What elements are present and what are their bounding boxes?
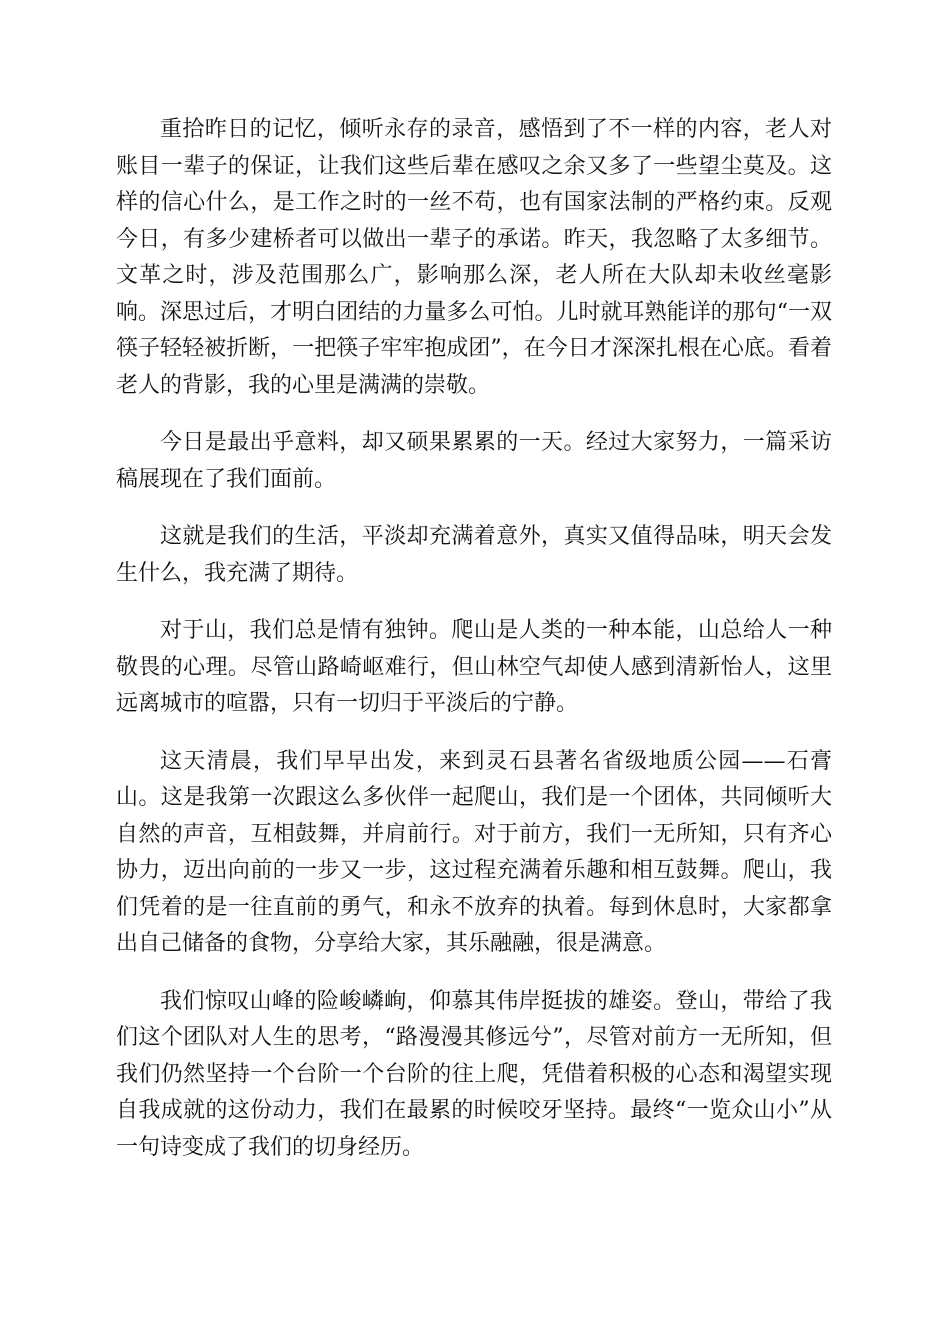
paragraph-1: 重拾昨日的记忆，倾听永存的录音，感悟到了不一样的内容，老人对账目一辈子的保证，让我们这些后辈在感叹之余又多了一些望尘莫及。这样的信心什么，是工作之时的一丝不苟，也有国家法制的严格约束。反观今日，有多少建桥者可以做出一辈子的承诺。昨天，我忽略了太多细节。文革之时，涉及范围那么广，影响那么深，老人所在大队却未收丝毫影响。深思过后，才明白团结的力量多么可怕。儿时就耳熟能详的那句“一双筷子轻轻被折断，一把筷子牢牢抱成团”，在今日才深深扎根在心底。看着老人的背影，我的心里是满满的崇敬。: [116, 117, 832, 398]
paragraph-6: 我们惊叹山峰的险峻嶙峋，仰慕其伟岸挺拔的雄姿。登山，带给了我们这个团队对人生的思考，“路漫漫其修远兮”，尽管对前方一无所知，但我们仍然坚持一个台阶一个台阶的往上爬，凭借着积极的心态和渴望实现自我成就的这份动力，我们在最累的时候咬牙坚持。最终“一览众山小”从一句诗变成了我们的切身经历。: [116, 988, 832, 1160]
paragraph-4: 对于山，我们总是情有独钟。爬山是人类的一种本能，山总给人一种敬畏的心理。尽管山路崎岖难行，但山林空气却使人感到清新怡人，这里远离城市的喧嚣，只有一切归于平淡后的宁静。: [116, 618, 832, 716]
paragraph-5: 这天清晨，我们早早出发，来到灵石县著名省级地质公园——石膏山。这是我第一次跟这么多伙伴一起爬山，我们是一个团体，共同倾听大自然的声音，互相鼓舞，并肩前行。对于前方，我们一无所知，只有齐心协力，迈出向前的一步又一步，这过程充满着乐趣和相互鼓舞。爬山，我们凭着的是一往直前的勇气，和永不放弃的执着。每到休息时，大家都拿出自己储备的食物，分享给大家，其乐融融，很是满意。: [116, 748, 832, 956]
paragraph-3: 这就是我们的生活，平淡却充满着意外，真实又值得品味，明天会发生什么，我充满了期待。: [116, 524, 832, 586]
document-body: [116, 112, 832, 1187]
paragraph-2: 今日是最出乎意料，却又硕果累累的一天。经过大家努力，一篇采访稿展现在了我们面前。: [116, 430, 832, 492]
